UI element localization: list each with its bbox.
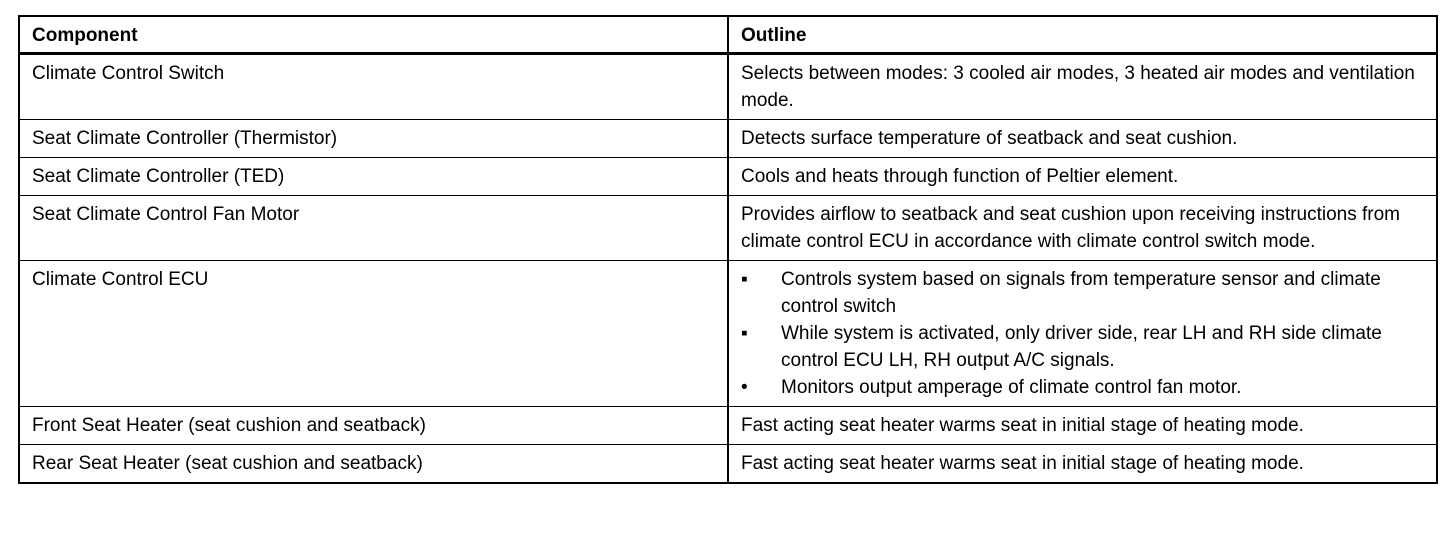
bullet-text: While system is activated, only driver side, rear LH and RH side climate control ECU LH, RH output A/C signals.: [781, 323, 1382, 371]
table-row: [19, 158, 1437, 196]
outline-bullet-list: [741, 266, 1424, 401]
component-cell: Seat Climate Controller (TED): [19, 158, 728, 196]
component-cell: Climate Control ECU: [19, 261, 728, 407]
list-item: [741, 266, 1424, 320]
outline-cell: Fast acting seat heater warms seat in initial stage of heating mode.: [728, 445, 1437, 484]
component-cell: Seat Climate Control Fan Motor: [19, 196, 728, 261]
table-row: [19, 196, 1437, 261]
component-cell: Seat Climate Controller (Thermistor): [19, 120, 728, 158]
bullet-icon: •: [741, 377, 748, 398]
component-cell: Climate Control Switch: [19, 54, 728, 120]
outline-cell: Selects between modes: 3 cooled air modes, 3 heated air modes and ventilation mode.: [728, 54, 1437, 120]
table-row: [19, 54, 1437, 120]
bullet-icon: ▪: [741, 323, 748, 344]
bullet-icon: ▪: [741, 269, 748, 290]
outline-cell: Detects surface temperature of seatback and seat cushion.: [728, 120, 1437, 158]
outline-cell: Fast acting seat heater warms seat in initial stage of heating mode.: [728, 407, 1437, 445]
list-item: [741, 320, 1424, 374]
header-outline: Outline: [728, 16, 1437, 54]
bullet-text: Controls system based on signals from temperature sensor and climate control switch: [781, 269, 1381, 317]
table-row: [19, 407, 1437, 445]
outline-cell: Cools and heats through function of Peltier element.: [728, 158, 1437, 196]
table-row: [19, 445, 1437, 484]
header-component: Component: [19, 16, 728, 54]
outline-cell: [728, 261, 1437, 407]
outline-cell: Provides airflow to seatback and seat cushion upon receiving instructions from climate control ECU in accordance with climate control switch mode.: [728, 196, 1437, 261]
list-item: [741, 374, 1424, 401]
table-header-row: [19, 16, 1437, 54]
component-outline-table: [18, 15, 1438, 484]
component-cell: Front Seat Heater (seat cushion and seatback): [19, 407, 728, 445]
component-cell: Rear Seat Heater (seat cushion and seatback): [19, 445, 728, 484]
table-row: [19, 120, 1437, 158]
bullet-text: Monitors output amperage of climate control fan motor.: [781, 377, 1242, 398]
table-row: [19, 261, 1437, 407]
